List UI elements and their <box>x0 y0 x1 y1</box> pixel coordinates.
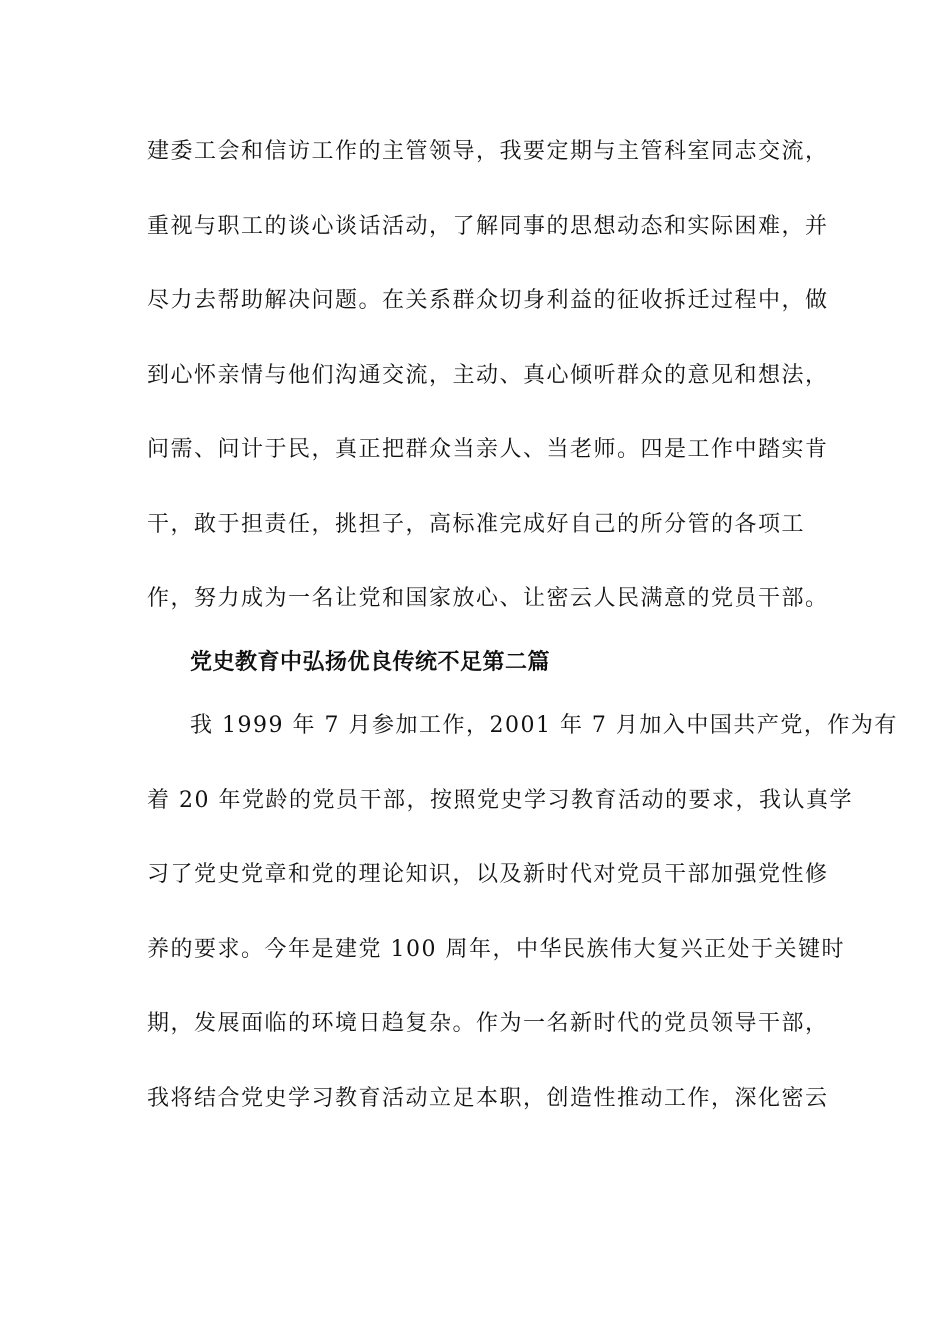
paragraph1-line: 建委工会和信访工作的主管领导，我要定期与主管科室同志交流， <box>147 139 829 164</box>
paragraph2-line: 养的要求。今年是建党 100 周年，中华民族伟大复兴正处于关键时 <box>147 937 845 962</box>
paragraph1-line: 干，敢于担责任，挑担子，高标准完成好自己的所分管的各项工 <box>147 512 806 537</box>
paragraph2-line: 期，发展面临的环境日趋复杂。作为一名新时代的党员领导干部， <box>147 1011 829 1036</box>
paragraph1-line: 尽力去帮助解决问题。在关系群众切身利益的征收拆迁过程中，做 <box>147 288 829 313</box>
paragraph1-line: 作，努力成为一名让党和国家放心、让密云人民满意的党员干部。 <box>147 586 829 611</box>
paragraph2-line: 着 20 年党龄的党员干部，按照党史学习教育活动的要求，我认真学 <box>147 788 853 813</box>
paragraph2-line: 习了党史党章和党的理论知识，以及新时代对党员干部加强党性修 <box>147 862 829 887</box>
paragraph1-line: 到心怀亲情与他们沟通交流，主动、真心倾听群众的意见和想法， <box>147 363 829 388</box>
paragraph2-line: 我将结合党史学习教育活动立足本职，创造性推动工作，深化密云 <box>147 1086 829 1111</box>
paragraph1-line: 重视与职工的谈心谈话活动，了解同事的思想动态和实际困难，并 <box>147 214 829 239</box>
paragraph1-line: 问需、问计于民，真正把群众当亲人、当老师。四是工作中踏实肯 <box>147 437 829 462</box>
section-heading: 党史教育中弘扬优良传统不足第二篇 <box>190 649 551 675</box>
paragraph2-line: 我 1999 年 7 月参加工作，2001 年 7 月加入中国共产党，作为有 <box>190 713 898 738</box>
